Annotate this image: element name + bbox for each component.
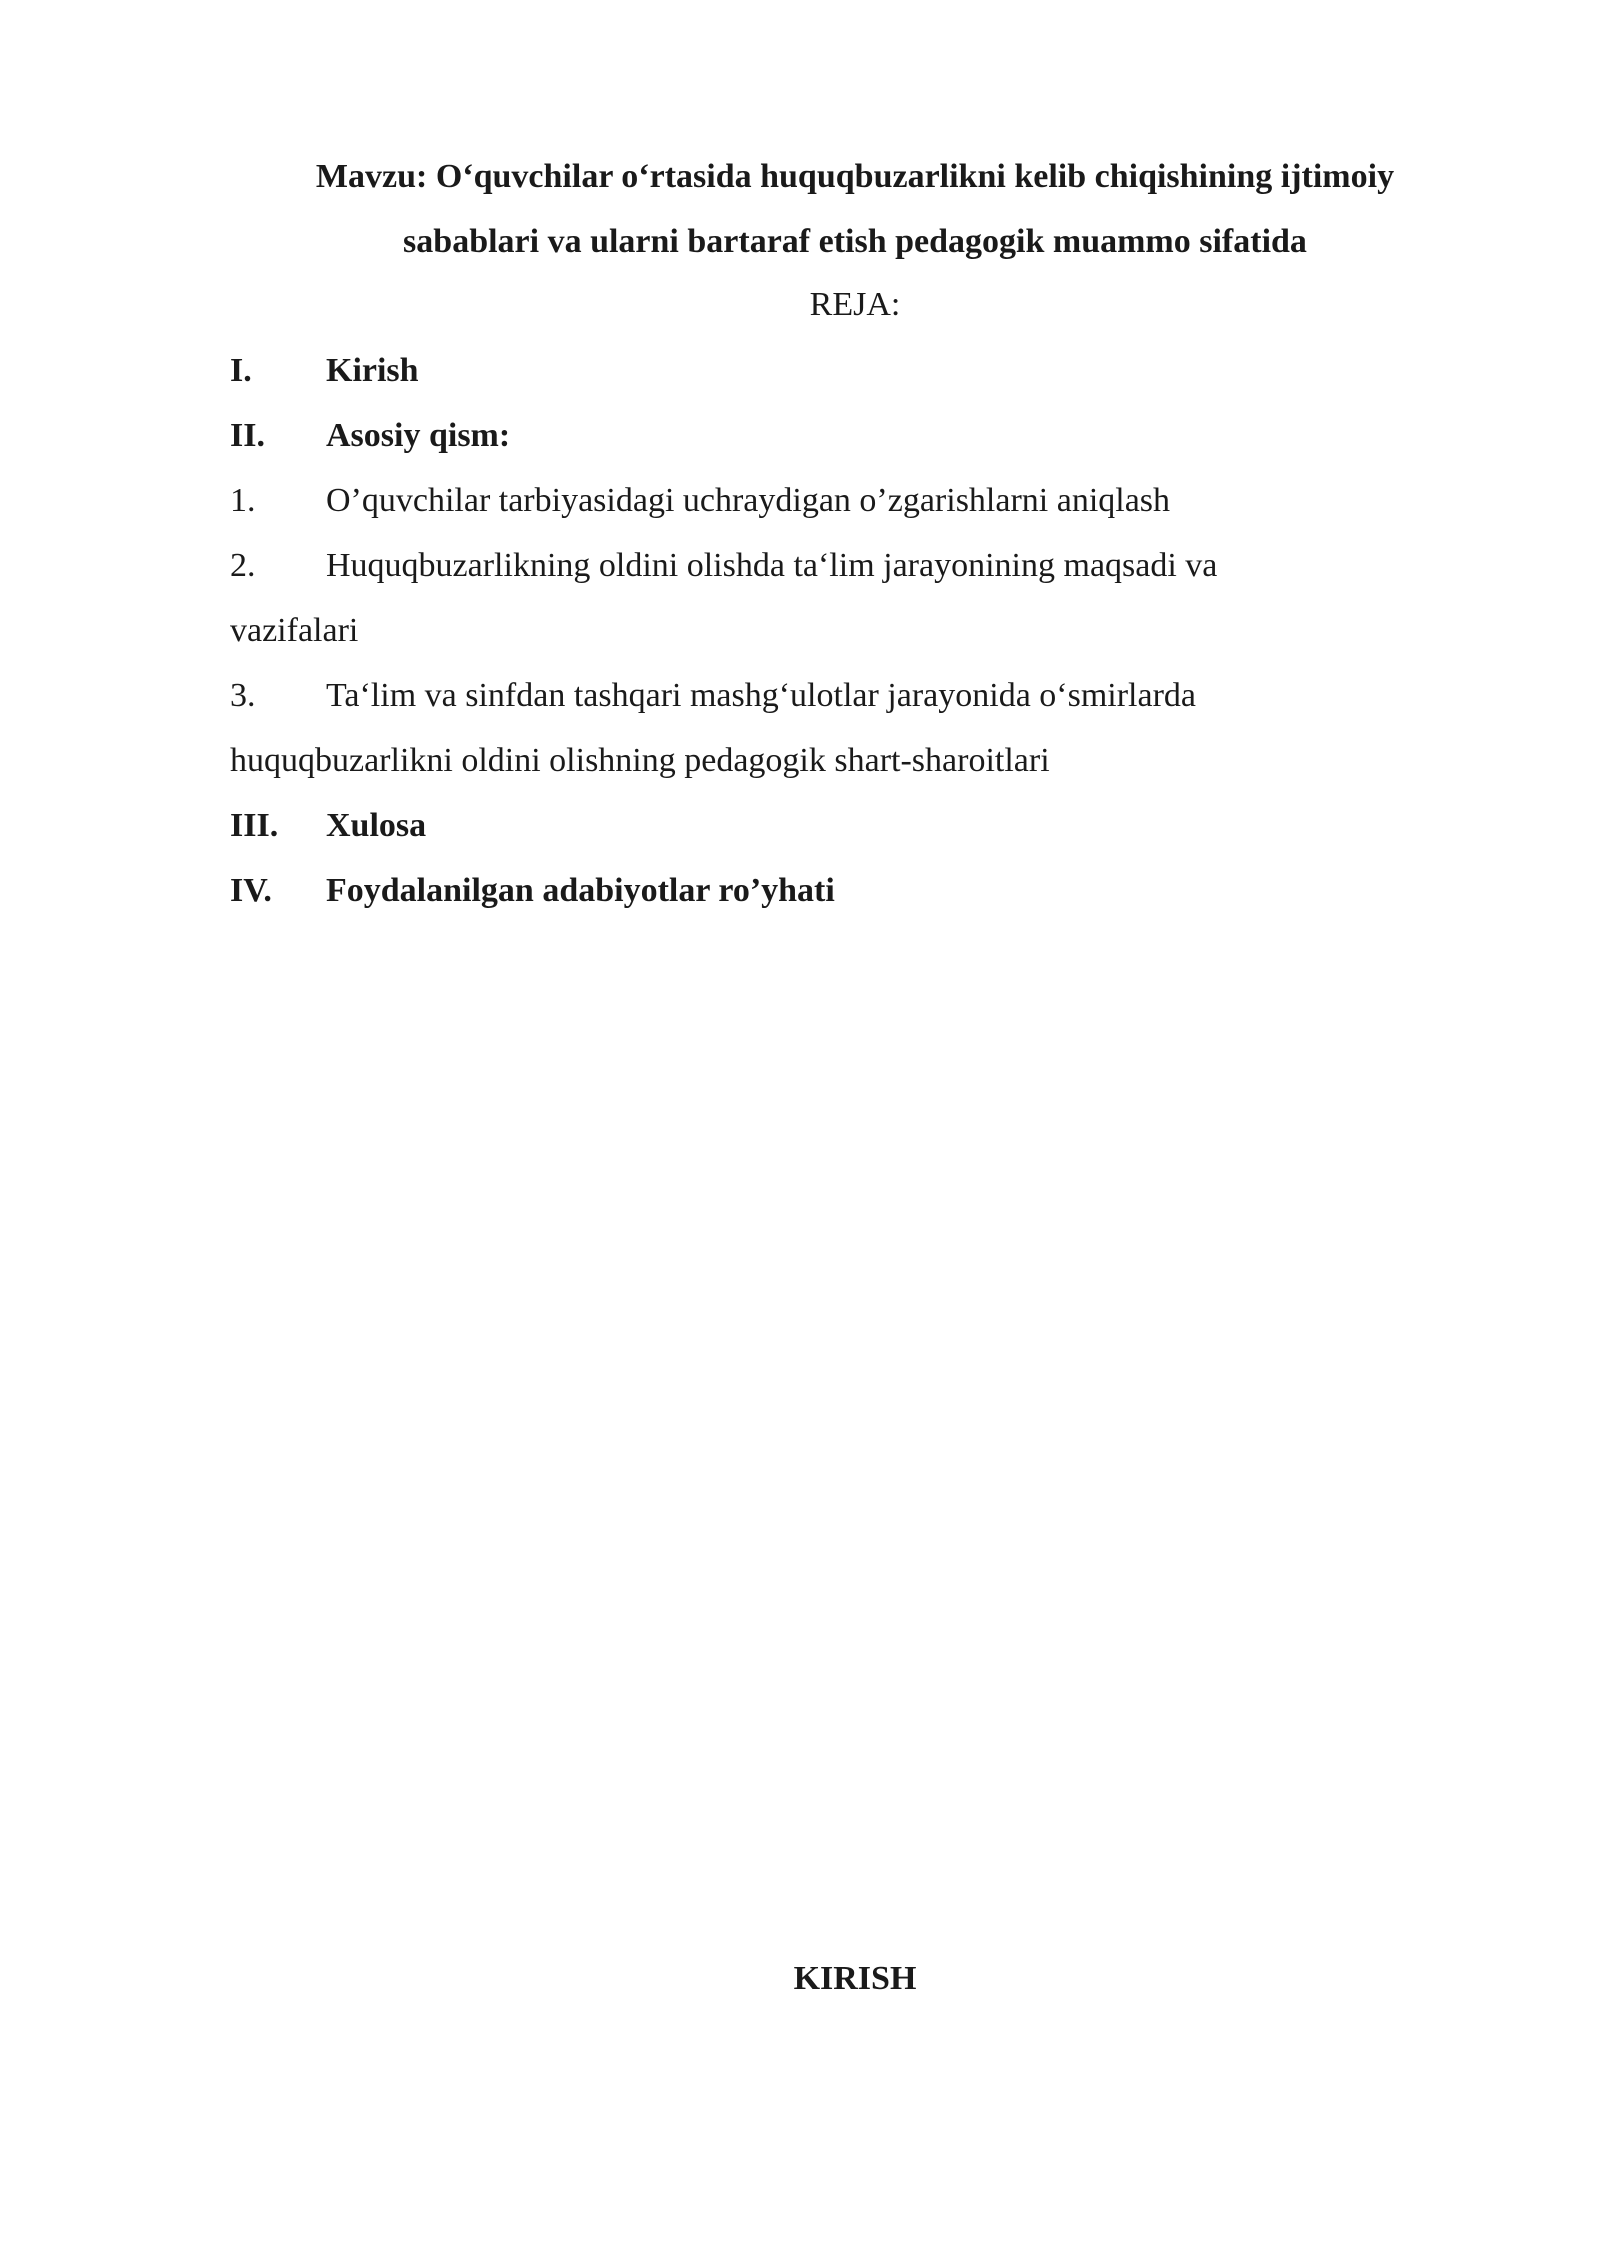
document-title (230, 144, 1480, 274)
plan-item-text: Kirish (326, 352, 419, 389)
plan-item-1 (230, 338, 1360, 403)
plan-heading: REJA: (809, 286, 901, 323)
plan-item-number: 2. (230, 547, 256, 584)
plan-item-number: 3. (230, 677, 256, 714)
plan-item-3 (230, 793, 1360, 858)
plan-subitem-1 (230, 468, 1360, 533)
plan-item-number: III. (230, 807, 279, 844)
plan-subitem-3-continuation: huquqbuzarlikni oldini olishning pedagogik shart-sharoitlari (230, 742, 1050, 779)
plan-item-text: Asosiy qism: (326, 417, 511, 454)
plan-item-text: Huquqbuzarlikning oldini olishda ta‘lim jarayonining maqsadi va (326, 547, 1218, 584)
plan-item-text: Ta‘lim va sinfdan tashqari mashg‘ulotlar jarayonida o‘smirlarda (326, 677, 1197, 714)
plan-item-4 (230, 858, 1360, 923)
plan-subitem-2 (230, 533, 1360, 598)
plan-item-text: Foydalanilgan adabiyotlar ro’yhati (326, 872, 835, 909)
plan-item-number: II. (230, 417, 265, 454)
section-heading: KIRISH (793, 1960, 917, 1997)
plan-item-number: I. (230, 352, 252, 389)
plan-item-number: 1. (230, 482, 256, 519)
plan-item-text: O’quvchilar tarbiyasidagi uchraydigan o’zgarishlarni aniqlash (326, 482, 1171, 519)
plan-subitem-3 (230, 663, 1360, 728)
title-line-1: Mavzu: O‘quvchilar o‘rtasida huquqbuzarlikni kelib chiqishining ijtimoiy (315, 158, 1395, 195)
plan-subitem-2-continuation: vazifalari (230, 612, 359, 649)
title-line-2: sabablari va ularni bartaraf etish pedagogik muammo sifatida (403, 223, 1307, 260)
plan-item-2 (230, 403, 1360, 468)
plan-item-text: Xulosa (326, 807, 427, 844)
plan-item-number: IV. (230, 872, 272, 909)
